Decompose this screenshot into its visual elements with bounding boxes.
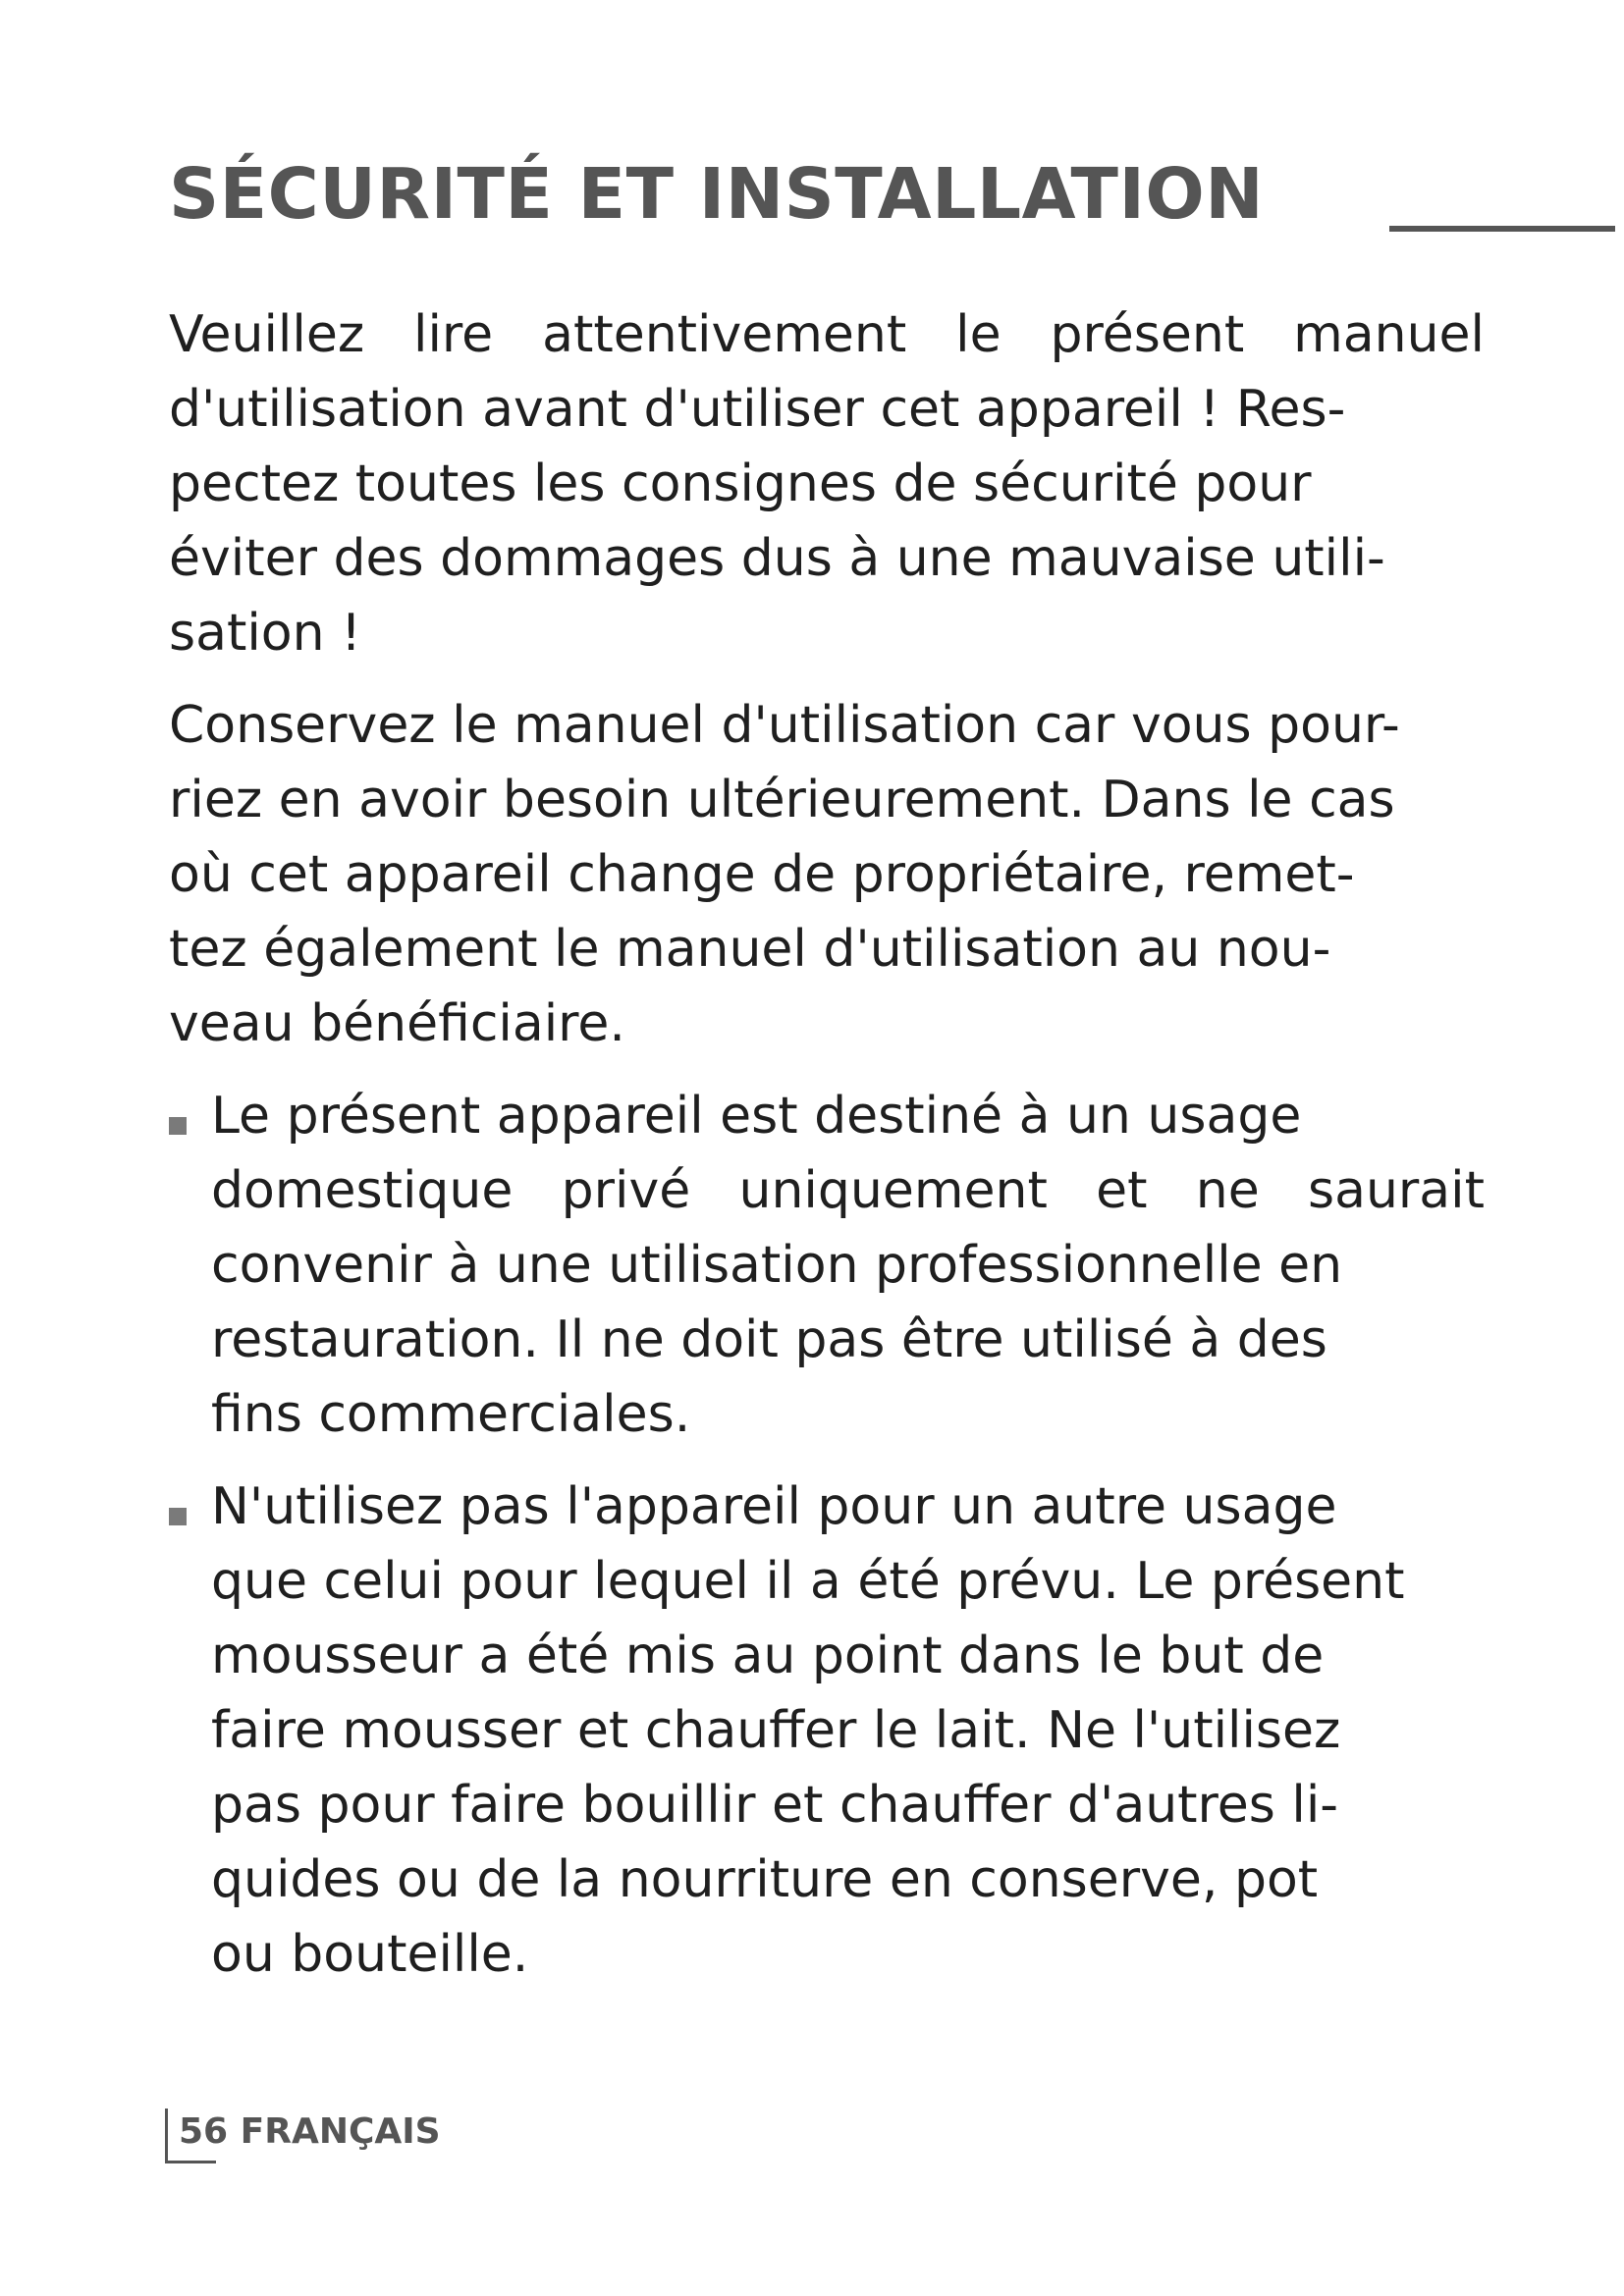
text-line: d'utilisation avant d'utiliser cet appareil ! Res-: [169, 380, 1346, 439]
text-line: faire mousser et chauffer le lait. Ne l'utilisez: [211, 1701, 1341, 1760]
page-number: 56: [179, 2111, 229, 2152]
square-bullet-icon: [169, 1508, 187, 1525]
footer-label: [179, 2109, 441, 2156]
text-line: fins commerciales.: [211, 1385, 691, 1444]
text-line: convenir à une utilisation professionnelle en: [211, 1236, 1343, 1295]
section-header: [169, 145, 1445, 243]
text-line: où cet appareil change de propriétaire, remet-: [169, 845, 1355, 904]
text-line: restauration. Il ne doit pas être utilisé à des: [211, 1310, 1327, 1369]
bullet-item-intended-use: [169, 1469, 1485, 1992]
text-line: N'utilisez pas l'appareil pour un autre usage: [211, 1477, 1337, 1536]
text-line: Veuillez lire attentivement le présent manuel: [169, 305, 1485, 364]
text-line: éviter des dommages dus à une mauvaise utili-: [169, 529, 1385, 588]
text-line: sation !: [169, 604, 361, 663]
footer-language: FRANÇAIS: [240, 2111, 441, 2152]
text-line: Le présent appareil est destiné à un usage: [211, 1087, 1302, 1146]
text-line: veau bénéficiaire.: [169, 994, 625, 1053]
text-line: riez en avoir besoin ultérieurement. Dans le cas: [169, 771, 1395, 829]
keep-manual-paragraph: [169, 688, 1485, 1061]
text-line: Conservez le manuel d'utilisation car vous pour-: [169, 696, 1400, 755]
text-line: tez également le manuel d'utilisation au nou-: [169, 920, 1331, 979]
safety-bullet-list: [169, 1079, 1485, 1992]
footer-corner-rule: [165, 2161, 216, 2163]
text-line: quides ou de la nourriture en conserve, pot: [211, 1850, 1319, 1909]
text-line: pectez toutes les consignes de sécurité pour: [169, 454, 1312, 513]
text-line: que celui pour lequel il a été prévu. Le présent: [211, 1552, 1405, 1611]
intro-paragraph: [169, 297, 1485, 670]
body-text: [169, 297, 1485, 1992]
section-title: SÉCURITÉ ET INSTALLATION: [169, 153, 1265, 235]
footer-corner-rule: [165, 2109, 168, 2163]
text-line: domestique privé uniquement et ne saurait: [211, 1161, 1485, 1220]
text-line: mousseur a été mis au point dans le but de: [211, 1627, 1325, 1685]
text-line: pas pour faire bouillir et chauffer d'autres li-: [211, 1776, 1339, 1835]
square-bullet-icon: [169, 1117, 187, 1135]
title-underline-rule: [1389, 226, 1615, 232]
bullet-item-domestic-use: [169, 1079, 1485, 1452]
page-footer: [165, 2109, 558, 2167]
text-line: ou bouteille.: [211, 1925, 529, 1984]
